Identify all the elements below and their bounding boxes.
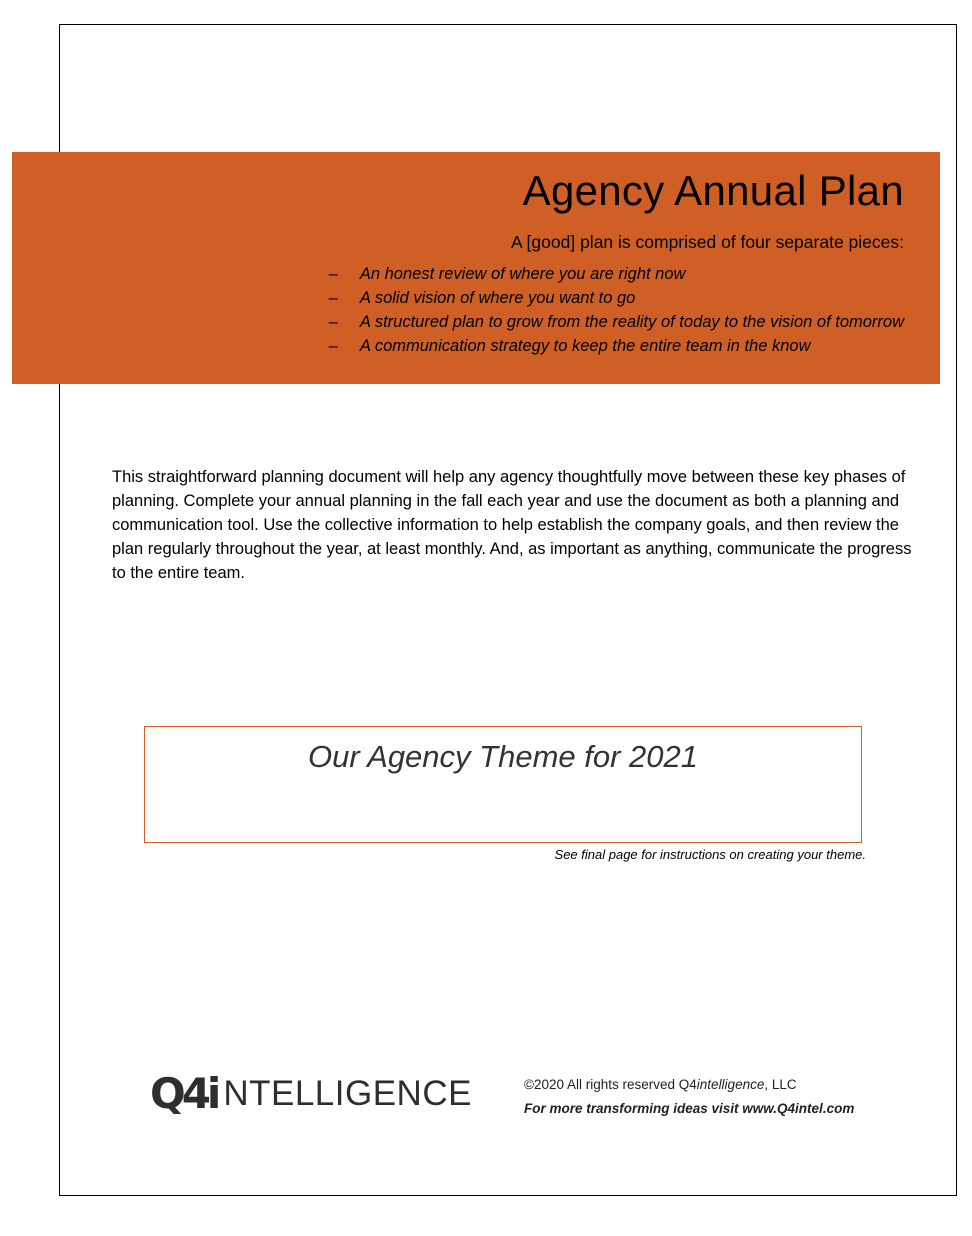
copyright-italic: intelligence — [696, 1077, 765, 1092]
plan-piece-4 — [329, 334, 904, 358]
plan-piece-3 — [329, 310, 904, 334]
theme-title: Our Agency Theme for 2021 — [308, 739, 698, 774]
dash-bullet: – — [328, 313, 338, 331]
page-title: Agency Annual Plan — [522, 167, 904, 214]
plan-piece-text: A communication strategy to keep the entire team in the know — [359, 337, 811, 355]
theme-box[interactable] — [144, 726, 862, 843]
plan-piece-1 — [329, 262, 904, 286]
dash-bullet: – — [328, 289, 338, 307]
plan-piece-text: An honest review of where you are right now — [359, 265, 686, 283]
dash-bullet: – — [328, 265, 338, 283]
copyright-text — [524, 1075, 797, 1095]
dash-bullet: – — [328, 337, 338, 355]
plan-piece-text: A structured plan to grow from the reality of today to the vision of tomorrow — [359, 313, 904, 331]
logo-wordmark: NTELLIGENCE — [223, 1074, 472, 1113]
copyright-suffix: , LLC — [764, 1077, 797, 1092]
copyright-prefix: ©2020 All rights reserved Q4 — [524, 1077, 697, 1092]
plan-pieces-list — [329, 262, 904, 358]
theme-note: See final page for instructions on creating your theme. — [554, 847, 866, 862]
plan-piece-text: A solid vision of where you want to go — [359, 289, 636, 307]
plan-piece-2 — [329, 286, 904, 310]
banner-subtitle: A [good] plan is comprised of four separate pieces: — [510, 232, 904, 252]
website-link[interactable]: For more transforming ideas visit www.Q4intel.com — [524, 1101, 855, 1116]
q4intelligence-logo — [150, 1069, 472, 1118]
intro-paragraph: This straightforward planning document will help any agency thoughtfully move between these key phases of planning. Complete your annual planning in the fall each year and use the document as both a planning and communication tool. Use the collective information to help establish the company goals, and then review the plan regularly throughout the year, at least monthly. And, as important as anything, communicate the progress to the entire team. — [112, 468, 912, 582]
logo-mark: Q4i — [150, 1069, 218, 1118]
